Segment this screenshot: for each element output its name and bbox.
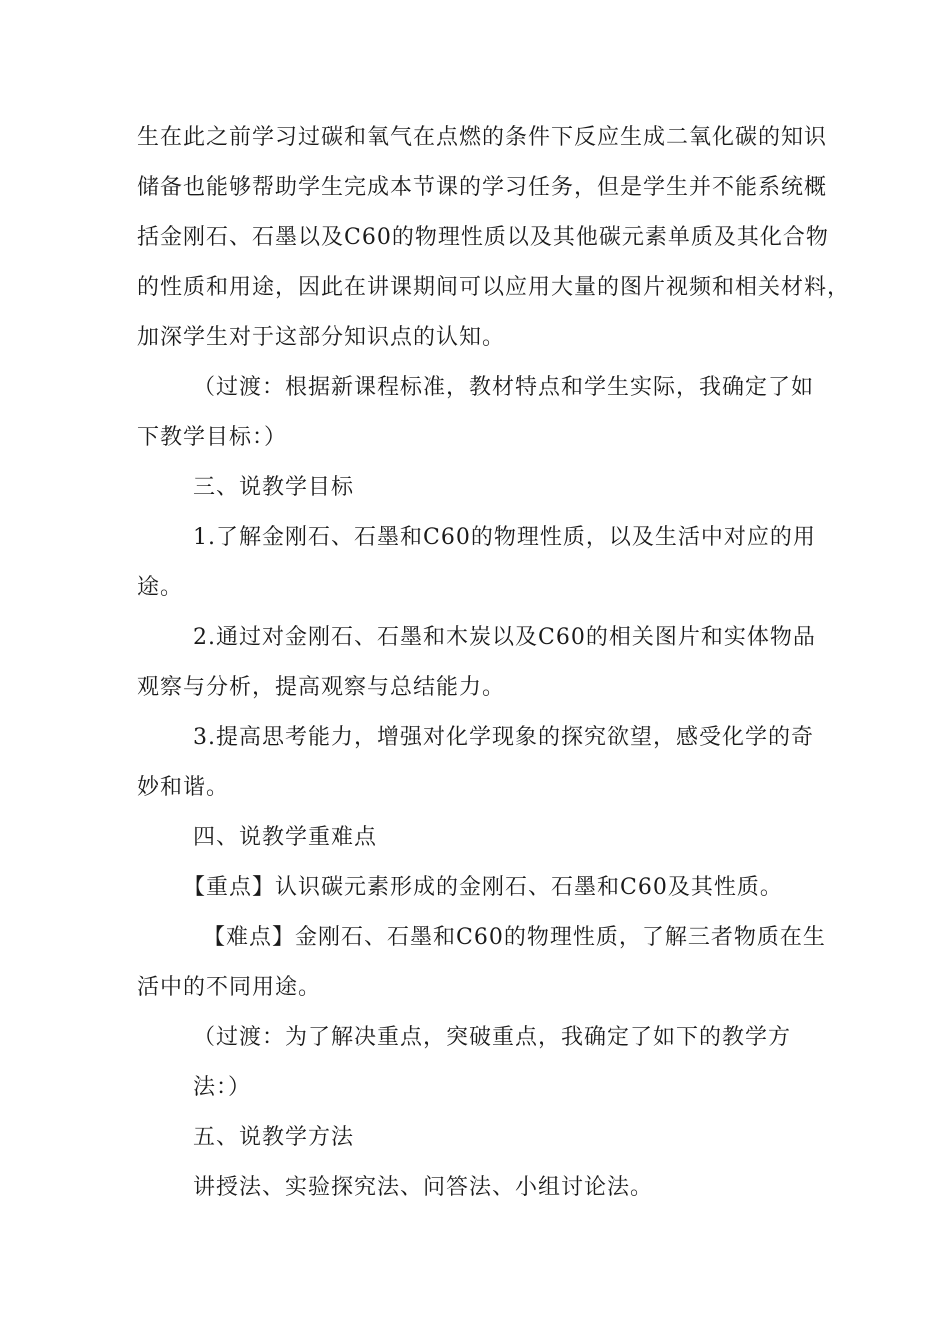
transition-note-line: （过渡：为了解决重点，突破重点，我确定了如下的教学方 bbox=[193, 1025, 792, 1050]
goal-item-2-continued: 观察与分析，提高观察与总结能力。 bbox=[137, 675, 506, 700]
paragraph-line: 储备也能够帮助学生完成本节课的学习任务，但是学生并不能系统概 bbox=[137, 175, 828, 200]
teaching-methods-list: 讲授法、实验探究法、问答法、小组讨论法。 bbox=[193, 1175, 654, 1200]
goal-item-3-continued: 妙和谐。 bbox=[137, 775, 230, 800]
paragraph-line: 生在此之前学习过碳和氧气在点燃的条件下反应生成二氧化碳的知识 bbox=[137, 125, 828, 150]
paragraph-line: 的性质和用途，因此在讲课期间可以应用大量的图片视频和相关材料， bbox=[137, 275, 851, 300]
difficult-point-line: 【难点】金刚石、石墨和C60的物理性质，了解三者物质在生 bbox=[203, 925, 826, 950]
goal-item-1-continued: 途。 bbox=[137, 575, 184, 600]
paragraph-line: 加深学生对于这部分知识点的认知。 bbox=[137, 325, 506, 350]
difficult-point-continued: 活中的不同用途。 bbox=[137, 975, 322, 1000]
transition-note-line: 法：） bbox=[193, 1075, 252, 1100]
goal-item-3: 3.提高思考能力，增强对化学现象的探究欲望，感受化学的奇 bbox=[193, 725, 814, 750]
transition-note-line: （过渡：根据新课程标准，教材特点和学生实际，我确定了如 bbox=[193, 375, 815, 400]
section-heading-teaching-methods: 五、说教学方法 bbox=[193, 1125, 355, 1150]
goal-item-2: 2.通过对金刚石、石墨和木炭以及C60的相关图片和实体物品 bbox=[193, 625, 816, 650]
section-heading-key-points: 四、说教学重难点 bbox=[193, 825, 378, 850]
key-point-line: 【重点】认识碳元素形成的金刚石、石墨和C60及其性质。 bbox=[183, 875, 783, 900]
goal-item-1: 1.了解金刚石、石墨和C60的物理性质，以及生活中对应的用 bbox=[193, 525, 816, 550]
paragraph-line: 括金刚石、石墨以及C60的物理性质以及其他碳元素单质及其化合物 bbox=[137, 225, 829, 250]
transition-note-line: 下教学目标：） bbox=[137, 425, 288, 450]
section-heading-teaching-goals: 三、说教学目标 bbox=[193, 475, 355, 500]
